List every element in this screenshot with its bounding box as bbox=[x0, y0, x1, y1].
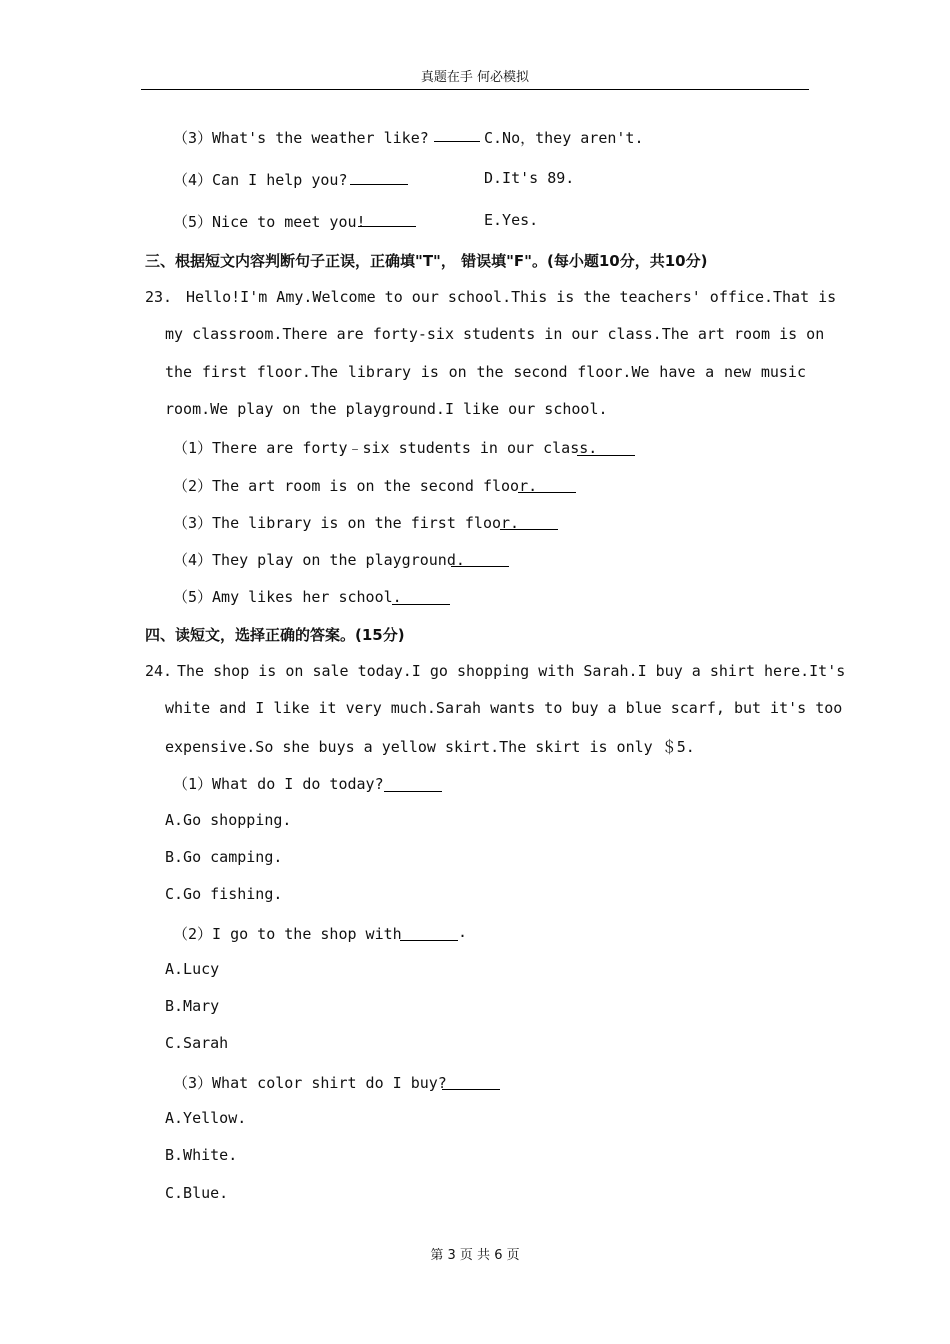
section3-heading: 三、根据短文内容判断句子正误，正确填"T"， 错误填"F"。(每小题10分，共10分) bbox=[145, 252, 708, 270]
matching-question-3: （3）What's the weather like? bbox=[173, 129, 429, 147]
tf-statement-1: （1）There are forty﹣six students in our class. bbox=[173, 439, 598, 457]
mc-option[interactable]: A.Lucy bbox=[165, 960, 220, 978]
tf-blank-1[interactable] bbox=[577, 455, 635, 456]
question-23-passage-line: room.We play on the playground.I like our school. bbox=[165, 400, 608, 418]
question-24-passage-line: The shop is on sale today.I go shopping with Sarah.I buy a shirt here.It's bbox=[177, 662, 846, 680]
matching-blank-3[interactable] bbox=[434, 141, 480, 142]
mc-option[interactable]: C.Go fishing. bbox=[165, 885, 283, 903]
header-divider bbox=[141, 89, 809, 90]
matching-option-e: E.Yes. bbox=[484, 211, 539, 229]
matching-blank-4[interactable] bbox=[350, 184, 408, 185]
mc-blank-2[interactable] bbox=[400, 940, 458, 941]
tf-blank-4[interactable] bbox=[451, 566, 509, 567]
tf-statement-2: （2）The art room is on the second floor. bbox=[173, 477, 538, 495]
tf-blank-2[interactable] bbox=[518, 492, 576, 493]
matching-option-d: D.It's 89. bbox=[484, 169, 575, 187]
mc-blank-3[interactable] bbox=[442, 1089, 500, 1090]
mc-option[interactable]: B.White. bbox=[165, 1146, 238, 1164]
question-23-passage-line: Hello!I'm Amy.Welcome to our school.This is the teachers' office.That is bbox=[186, 288, 837, 306]
mc-option[interactable]: A.Yellow. bbox=[165, 1109, 247, 1127]
tf-statement-3: （3）The library is on the first floor. bbox=[173, 514, 520, 532]
page-header-title: 真题在手 何必模拟 bbox=[420, 70, 530, 85]
question-24-passage-line: white and I like it very much.Sarah wants to buy a blue scarf, but it's too bbox=[165, 699, 843, 717]
page-footer-number: 第 3 页 共 6 页 bbox=[430, 1248, 520, 1263]
question-24-number: 24. bbox=[145, 662, 173, 680]
matching-blank-5[interactable] bbox=[358, 226, 416, 227]
question-23-passage-line: the first floor.The library is on the second floor.We have a new music bbox=[165, 363, 806, 381]
mc-question-2: （2）I go to the shop with bbox=[173, 925, 402, 943]
mc-option[interactable]: B.Mary bbox=[165, 997, 220, 1015]
matching-option-c: C.No，they aren't. bbox=[484, 129, 644, 147]
matching-question-5: （5）Nice to meet you! bbox=[173, 213, 366, 231]
question-23-number: 23. bbox=[145, 288, 173, 306]
matching-question-4: （4）Can I help you? bbox=[173, 171, 348, 189]
mc-option[interactable]: A.Go shopping. bbox=[165, 811, 292, 829]
question-23-passage-line: my classroom.There are forty-six students in our class.The art room is on bbox=[165, 325, 825, 343]
tf-statement-4: （4）They play on the playground. bbox=[173, 551, 465, 569]
question-24-passage-line: expensive.So she buys a yellow skirt.The skirt is only ＄5. bbox=[165, 738, 695, 756]
section4-heading: 四、读短文，选择正确的答案。(15分) bbox=[145, 626, 405, 644]
mc-option[interactable]: C.Sarah bbox=[165, 1034, 229, 1052]
mc-blank-1[interactable] bbox=[384, 791, 442, 792]
mc-question-2-end: . bbox=[458, 923, 468, 941]
tf-statement-5: （5）Amy likes her school. bbox=[173, 588, 402, 606]
tf-blank-5[interactable] bbox=[392, 604, 450, 605]
tf-blank-3[interactable] bbox=[500, 529, 558, 530]
mc-option[interactable]: C.Blue. bbox=[165, 1184, 229, 1202]
mc-question-3: （3）What color shirt do I buy? bbox=[173, 1074, 447, 1092]
mc-question-1: （1）What do I do today? bbox=[173, 775, 384, 793]
mc-option[interactable]: B.Go camping. bbox=[165, 848, 283, 866]
